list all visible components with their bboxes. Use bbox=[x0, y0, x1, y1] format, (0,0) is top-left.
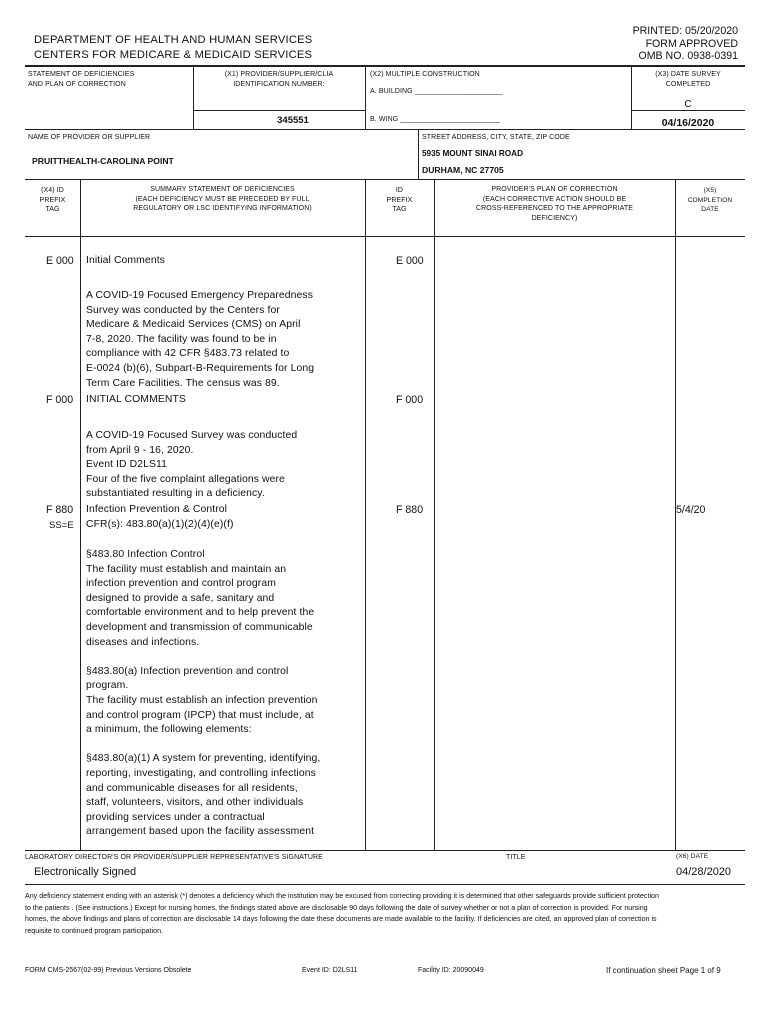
e000-title: Initial Comments bbox=[86, 255, 165, 266]
f000-title: INITIAL COMMENTS bbox=[86, 394, 186, 405]
survey-completed-date: 04/16/2020 bbox=[661, 117, 715, 129]
completion-date-header: (X5) COMPLETION DATE bbox=[687, 187, 733, 213]
tag-col-divider bbox=[80, 179, 81, 850]
x3-label: (X3) DATE SURVEY COMPLETED bbox=[655, 71, 721, 88]
address-left-divider bbox=[418, 129, 419, 179]
f000-tag-right: F 000 bbox=[396, 394, 424, 406]
signature-label: LABORATORY DIRECTOR'S OR PROVIDER/SUPPLIER REPRESENTATIVE'S SIGNATURE bbox=[25, 854, 323, 861]
x1-label: (X1) PROVIDER/SUPPLIER/CLIA IDENTIFICATION NUMBER: bbox=[224, 71, 334, 88]
x3-value-rule bbox=[631, 110, 745, 111]
f000-body: A COVID-19 Focused Survey was conducted from April 9 - 16, 2020. Event ID D2LS11 Four of the five complaint allegations were substantiated resulting in a deficiency. bbox=[86, 430, 298, 500]
f880-title: Infection Prevention & Control bbox=[86, 504, 228, 515]
e000-body: A COVID-19 Focused Emergency Preparedness Survey was conducted by the Centers for Medicare & Medicaid Services (CMS) on April 7-8, 2020. The facility was found to be in compliance with 42 CFR §483.73 related to E-0024 (b)(6), Subpart-B-Requirements for Long Term Care Facilities. The census was 89. bbox=[86, 290, 315, 389]
id-prefix-header: ID PREFIX TAG bbox=[386, 187, 413, 213]
department-heading bbox=[34, 33, 312, 63]
id-block-bottom-rule bbox=[25, 129, 745, 130]
e000-tag-right: E 000 bbox=[396, 255, 424, 267]
electronic-signature: Electronically Signed bbox=[34, 866, 137, 878]
column-header-bottom-rule bbox=[25, 236, 745, 237]
x3-code: C bbox=[684, 99, 692, 110]
provider-name: PRUITTHEALTH-CAROLINA POINT bbox=[32, 156, 174, 166]
e000-tag: E 000 bbox=[46, 255, 74, 267]
x2-label: (X2) MULTIPLE CONSTRUCTION bbox=[370, 71, 480, 78]
omb-number: OMB NO. 0938-0391 bbox=[638, 50, 738, 63]
f880-completion-date: 5/4/20 bbox=[676, 504, 706, 516]
x4-id-header: (X4) ID PREFIX TAG bbox=[39, 187, 66, 213]
footer-event-id: Event ID: D2LS11 bbox=[302, 967, 358, 974]
signature-date: 04/28/2020 bbox=[676, 866, 732, 878]
x2-building: A. BUILDING ______________________ bbox=[370, 88, 503, 95]
disclosure-note: Any deficiency statement ending with an asterisk (*) denotes a deficiency which the institution may be excused from correcting providing it is determined that other safeguards provide sufficient protection to the patients . (See instructions.) Except for nursing homes, the findings stated above are disclosable 90 days following the date of survey whether or not a plan of correction is provided. For nursing homes, the above findings and plans of correction are disclosable 14 days following the date these documents are made available to the facility. If deficiencies are cited, an approved plan of correction is requisite to continued program participation. bbox=[25, 892, 659, 935]
signature-bottom-rule bbox=[25, 884, 745, 885]
f880-tag: F 880 bbox=[46, 504, 74, 516]
provider-id-number: 345551 bbox=[277, 115, 309, 126]
address-line-1: 5935 MOUNT SINAI ROAD bbox=[422, 149, 523, 158]
f000-tag: F 000 bbox=[46, 394, 74, 406]
top-rule bbox=[25, 65, 745, 67]
id-col-divider bbox=[434, 179, 435, 850]
f880-tag-right: F 880 bbox=[396, 504, 424, 516]
x1-value-rule bbox=[193, 110, 365, 111]
form-approved: FORM APPROVED bbox=[645, 37, 738, 50]
printed-date: PRINTED: 05/20/2020 bbox=[632, 25, 738, 37]
form-status-block bbox=[633, 25, 738, 63]
table-bottom-rule bbox=[25, 850, 745, 851]
signature-date-label: (X6) DATE bbox=[676, 853, 709, 860]
f880-scope-severity: SS=E bbox=[49, 520, 74, 531]
x2-wing: B. WING _________________________ bbox=[370, 116, 501, 123]
provider-block-bottom-rule bbox=[25, 179, 745, 180]
f880-cfr: CFR(s): 483.80(a)(1)(2)(4)(e)(f) bbox=[86, 519, 234, 530]
page-indicator: If continuation sheet Page 1 of 9 bbox=[606, 966, 721, 975]
title-label: TITLE bbox=[506, 854, 526, 861]
form-number: FORM CMS-2567(02-99) Previous Versions Obsolete bbox=[25, 967, 192, 974]
address-label: STREET ADDRESS, CITY, STATE, ZIP CODE bbox=[422, 134, 570, 141]
department-line-1: DEPARTMENT OF HEALTH AND HUMAN SERVICES bbox=[34, 34, 313, 46]
department-line-2: CENTERS FOR MEDICARE & MEDICAID SERVICES bbox=[34, 49, 313, 61]
address-line-2: DURHAM, NC 27705 bbox=[422, 165, 504, 175]
summary-col-divider bbox=[365, 179, 366, 850]
statement-label: STATEMENT OF DEFICIENCIES AND PLAN OF CORRECTION bbox=[28, 71, 135, 88]
footer-facility-id: Facility ID: 20090049 bbox=[418, 967, 484, 974]
provider-name-label: NAME OF PROVIDER OR SUPPLIER bbox=[28, 134, 151, 141]
plan-of-correction-header: PROVIDER'S PLAN OF CORRECTION (EACH CORRECTIVE ACTION SHOULD BE CROSS-REFERENCED TO THE APPROPRIATE DEFICIENCY) bbox=[475, 186, 633, 222]
f880-body: §483.80 Infection Control The facility must establish and maintain an infection prevention and control program designed to provide a safe, sanitary and comfortable environment and to help prevent the development and transmission of communicable diseases and infections. §483.80(a) Infection prevention and control program. The facility must establish an infection prevention and control program (IPCP) that must include, at a minimum, the following elements: §483.80(a)(1) A system for preventing, identifying, reporting, investigating, and controlling infections and communicable diseases for all residents, staff, volunteers, visitors, and other individuals providing services under a contractual arrangement based upon the facility assessment bbox=[86, 549, 321, 838]
summary-header: SUMMARY STATEMENT OF DEFICIENCIES (EACH DEFICIENCY MUST BE PRECEDED BY FULL REGULATORY OR LSC IDENTIFYING INFORMATION) bbox=[133, 186, 312, 212]
